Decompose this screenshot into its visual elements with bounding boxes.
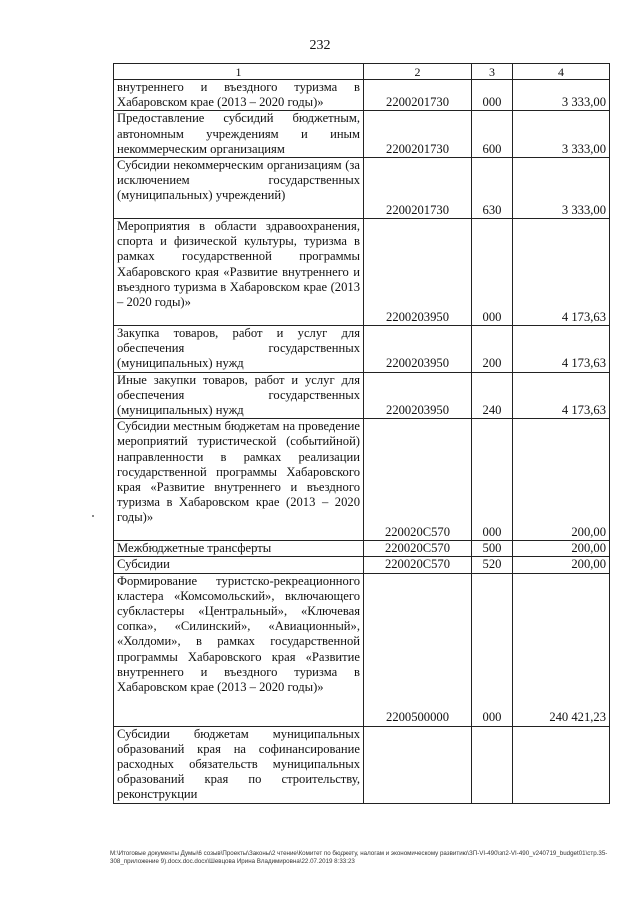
row-description: Иные закупки товаров, работ и услуг для обеспечения государственных (муниципальных) нужд [117, 372, 360, 418]
row-amount: 4 173,63 [513, 219, 610, 326]
column-header: 2 [364, 64, 472, 80]
row-code: 2200201730 [364, 111, 472, 158]
page-number: 232 [309, 38, 331, 53]
column-header: 4 [513, 64, 610, 80]
table-row [114, 541, 610, 557]
row-amount: 200,00 [513, 557, 610, 573]
row-amount: 240 421,23 [513, 573, 610, 726]
row-amount: 200,00 [513, 541, 610, 557]
row-amount [513, 726, 610, 803]
row-description: Предоставление субсидий бюджетным, автономным учреждениям и иным некоммерческим организациям [117, 111, 360, 156]
budget-table [113, 63, 610, 804]
table-row [114, 573, 610, 726]
row-code: 2200201730 [364, 80, 472, 111]
row-code: 2200203950 [364, 372, 472, 419]
row-code: 2200203950 [364, 326, 472, 373]
row-amount: 3 333,00 [513, 111, 610, 158]
file-path-footer: M:\Итоговые документы Думы\6 созыв\Проекты\Законы\2 чтение\Комитет по бюджету, налогам и экономическому развитию\ЗП-VI-490\зп2-VI-490_v240719_budget01\стр.35-308_приложение 9).docx.doc.docx\Шевцова Ирина Владимировна\22.07.2019 8:33:23 [110, 850, 608, 865]
row-type: 200 [472, 326, 513, 373]
row-type: 600 [472, 111, 513, 158]
row-type: 500 [472, 541, 513, 557]
row-amount: 3 333,00 [513, 80, 610, 111]
row-description: Мероприятия в области здравоохранения, спорта и физической культуры, туризма в рамках государственной программы Хабаровского края «Развитие внутреннего и въездного туризма в Хабаровском крае (2013 – 2020 годы)» [117, 219, 360, 310]
row-description: Закупка товаров, работ и услуг для обеспечения государственных (муниципальных) нужд [117, 326, 360, 371]
table-row [114, 158, 610, 219]
row-type: 630 [472, 158, 513, 219]
row-amount: 4 173,63 [513, 372, 610, 419]
column-header: 3 [472, 64, 513, 80]
table-row [114, 419, 610, 541]
margin-mark [92, 515, 94, 517]
row-code [364, 726, 472, 803]
row-code: 2200500000 [364, 573, 472, 726]
row-description: Субсидии местным бюджетам на проведение мероприятий туристической (событийной) направленности в рамках реализации государственной программы Хабаровского края «Развитие внутреннего и въездного туризма в Хабаровском крае (2013 – 2020 годы)» [117, 419, 360, 525]
table-row [114, 372, 610, 419]
header-row [114, 64, 610, 80]
row-description: внутреннего и въездного туризма в Хабаровском крае (2013 – 2020 годы)» [117, 80, 360, 110]
row-code: 220020C570 [364, 541, 472, 557]
row-description: Межбюджетные трансферты [117, 541, 272, 556]
table-row [114, 219, 610, 326]
row-code: 2200203950 [364, 219, 472, 326]
row-description: Субсидии некоммерческим организациям (за исключением государственных (муниципальных) учреждений) [117, 158, 360, 203]
row-code: 220020C570 [364, 557, 472, 573]
table-row [114, 111, 610, 158]
table-row [114, 557, 610, 573]
row-amount: 3 333,00 [513, 158, 610, 219]
row-amount: 4 173,63 [513, 326, 610, 373]
row-type: 000 [472, 219, 513, 326]
row-type [472, 726, 513, 803]
row-description: Формирование туристско-рекреационного кластера «Комсомольский», включающего субкластеры «Центральный», «Ключевая сопка», «Силинский», «Авиационный», «Холдоми», в рамках государственной программы Хабаровского края «Развитие внутреннего и въездного туризма в Хабаровском крае (2013 – 2020 годы)» [117, 573, 360, 695]
table-row [114, 726, 610, 803]
row-amount: 200,00 [513, 419, 610, 541]
row-type: 520 [472, 557, 513, 573]
row-type: 000 [472, 419, 513, 541]
row-description: Субсидии бюджетам муниципальных образований края на софинансирование расходных обязательств муниципальных образований края по строительству, реконструкции [117, 726, 360, 802]
table-row [114, 326, 610, 373]
table-row [114, 80, 610, 111]
column-header: 1 [114, 64, 364, 80]
row-type: 000 [472, 573, 513, 726]
row-type: 000 [472, 80, 513, 111]
row-code: 2200201730 [364, 158, 472, 219]
row-code: 220020C570 [364, 419, 472, 541]
row-description: Субсидии [117, 557, 170, 572]
row-type: 240 [472, 372, 513, 419]
